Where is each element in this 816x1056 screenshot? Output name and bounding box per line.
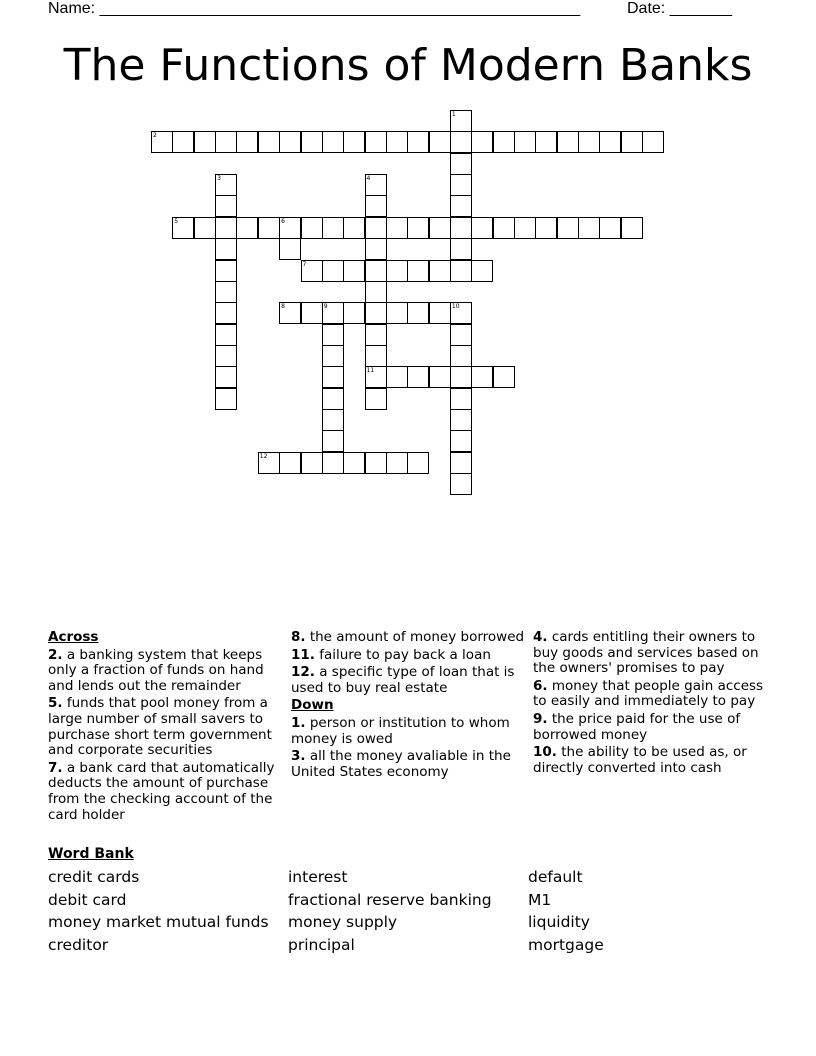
grid-cell[interactable] (215, 388, 237, 410)
grid-cell[interactable] (365, 281, 387, 303)
grid-cell[interactable] (236, 217, 258, 239)
grid-cell[interactable] (407, 366, 429, 388)
word-bank-item: money market mutual funds (48, 913, 269, 931)
grid-cell[interactable] (621, 131, 643, 153)
clue-across-2: 2. a banking system that keeps only a fraction of funds on hand and lends out the remainder (48, 646, 264, 694)
grid-cell[interactable] (429, 302, 451, 324)
grid-cell[interactable] (365, 324, 387, 346)
grid-cell[interactable] (386, 217, 408, 239)
word-bank-item: principal (288, 936, 355, 954)
grid-cell[interactable] (557, 131, 579, 153)
grid-cell[interactable] (450, 131, 472, 153)
grid-cell[interactable] (365, 238, 387, 260)
grid-cell[interactable] (215, 217, 237, 239)
grid-cell[interactable] (343, 260, 365, 282)
grid-cell[interactable] (471, 217, 493, 239)
grid-cell[interactable] (258, 217, 280, 239)
grid-cell[interactable] (429, 131, 451, 153)
grid-cell[interactable] (365, 302, 387, 324)
grid-cell[interactable] (343, 452, 365, 474)
clues-column-2 (291, 630, 527, 782)
clue-number: 7 (302, 260, 307, 268)
grid-cell[interactable] (450, 409, 472, 431)
grid-cell[interactable] (279, 131, 301, 153)
word-bank-item: liquidity (528, 913, 590, 931)
grid-cell[interactable] (322, 217, 344, 239)
grid-cell[interactable] (258, 452, 280, 474)
grid-cell[interactable] (407, 452, 429, 474)
grid-cell[interactable] (365, 260, 387, 282)
grid-cell[interactable] (322, 388, 344, 410)
grid-cell[interactable] (215, 281, 237, 303)
clues-column-3 (533, 630, 769, 778)
grid-cell[interactable] (322, 430, 344, 452)
grid-cell[interactable] (642, 131, 664, 153)
grid-cell[interactable] (365, 345, 387, 367)
grid-cell[interactable] (429, 217, 451, 239)
across-heading: Across (48, 629, 99, 645)
clue-number: 10 (451, 303, 460, 311)
grid-cell[interactable] (535, 217, 557, 239)
grid-cell[interactable] (365, 195, 387, 217)
grid-cell[interactable] (322, 302, 344, 324)
grid-cell[interactable] (407, 260, 429, 282)
clue-across-5: 5. funds that pool money from a large number of small savers to purchase short term government and corporate securities (48, 695, 272, 759)
grid-cell[interactable] (450, 260, 472, 282)
word-bank-item: default (528, 868, 583, 886)
grid-cell[interactable] (215, 324, 237, 346)
grid-cell[interactable] (578, 131, 600, 153)
grid-cell[interactable] (322, 345, 344, 367)
grid-cell[interactable] (215, 195, 237, 217)
grid-cell[interactable] (215, 174, 237, 196)
grid-cell[interactable] (450, 366, 472, 388)
clue-number: 12 (259, 452, 268, 460)
word-bank-item: mortgage (528, 936, 604, 954)
clue-number: 1 (451, 111, 456, 118)
clue-number: 11 (366, 367, 375, 375)
grid-cell[interactable] (407, 131, 429, 153)
grid-cell[interactable] (322, 366, 344, 388)
grid-cell[interactable] (429, 366, 451, 388)
clue-across-7: 7. a bank card that automatically deducts the amount of purchase from the checking account of the card holder (48, 759, 275, 823)
grid-cell[interactable] (172, 131, 194, 153)
grid-cell[interactable] (535, 131, 557, 153)
grid-cell[interactable] (172, 217, 194, 239)
clue-number: 3 (217, 175, 221, 183)
grid-cell[interactable] (194, 217, 216, 239)
grid-cell[interactable] (301, 302, 323, 324)
grid-cell[interactable] (194, 131, 216, 153)
word-bank-item: money supply (288, 913, 398, 931)
grid-cell[interactable] (493, 131, 515, 153)
grid-cell[interactable] (450, 345, 472, 367)
grid-cell[interactable] (386, 366, 408, 388)
grid-cell[interactable] (450, 430, 472, 452)
grid-cell[interactable] (279, 217, 301, 239)
clue-number: 6 (281, 217, 285, 225)
word-bank-item: fractional reserve banking (288, 891, 492, 909)
clue-number: 2 (153, 132, 157, 140)
grid-cell[interactable] (301, 217, 323, 239)
grid-cell[interactable] (365, 217, 387, 239)
clue-down-10: 10. the ability to be used as, or directly converted into cash (533, 744, 747, 776)
grid-cell[interactable] (301, 131, 323, 153)
grid-cell[interactable] (599, 131, 621, 153)
clue-across-11: 11. failure to pay back a loan (291, 646, 491, 663)
word-bank-item: creditor (48, 936, 109, 954)
grid-cell[interactable] (322, 260, 344, 282)
grid-cell[interactable] (493, 366, 515, 388)
grid-cell[interactable] (471, 260, 493, 282)
grid-cell[interactable] (407, 217, 429, 239)
grid-cell[interactable] (365, 452, 387, 474)
grid-cell[interactable] (450, 153, 472, 175)
grid-cell[interactable] (215, 302, 237, 324)
grid-cell[interactable] (301, 452, 323, 474)
clue-across-8: 8. the amount of money borrowed (291, 629, 525, 645)
clues-column-1 (48, 630, 284, 825)
word-bank-item: M1 (528, 891, 552, 909)
grid-cell[interactable] (215, 345, 237, 367)
grid-cell[interactable] (365, 366, 387, 388)
grid-cell[interactable] (301, 260, 323, 282)
grid-cell[interactable] (215, 260, 237, 282)
grid-cell[interactable] (386, 260, 408, 282)
grid-cell[interactable] (599, 217, 621, 239)
grid-cell[interactable] (365, 131, 387, 153)
grid-cell[interactable] (215, 131, 237, 153)
grid-cell[interactable] (343, 302, 365, 324)
clue-down-4: 4. cards entitling their owners to buy goods and services based on the owners' promises to pay (533, 629, 759, 677)
grid-cell[interactable] (215, 366, 237, 388)
clue-number: 5 (174, 217, 179, 225)
grid-cell[interactable] (365, 174, 387, 196)
word-bank-title: Word Bank (48, 846, 134, 862)
grid-cell[interactable] (450, 238, 472, 260)
grid-cell[interactable] (236, 131, 258, 153)
word-bank-item: interest (288, 868, 348, 886)
grid-cell[interactable] (429, 260, 451, 282)
word-bank-item: debit card (48, 891, 127, 909)
grid-cell[interactable] (279, 238, 301, 260)
page-title: The Functions of Modern Banks (63, 40, 753, 91)
grid-cell[interactable] (365, 388, 387, 410)
grid-cell[interactable] (407, 302, 429, 324)
grid-cell[interactable] (343, 131, 365, 153)
clue-down-3: 3. all the money avaliable in the United States economy (291, 748, 511, 780)
grid-cell[interactable] (215, 238, 237, 260)
word-bank-item: credit cards (48, 868, 140, 886)
clue-across-12: 12. a specific type of loan that is used to buy real estate (291, 664, 515, 696)
grid-cell[interactable] (322, 409, 344, 431)
grid-cell[interactable] (450, 110, 472, 132)
clue-number: 9 (323, 303, 328, 311)
grid-cell[interactable] (450, 388, 472, 410)
grid-cell[interactable] (621, 217, 643, 239)
grid-cell[interactable] (322, 324, 344, 346)
crossword-grid (0, 0, 816, 520)
grid-cell[interactable] (386, 452, 408, 474)
grid-cell[interactable] (450, 324, 472, 346)
grid-cell[interactable] (450, 217, 472, 239)
clue-down-6: 6. money that people gain access to easily and immediately to pay (533, 677, 764, 710)
grid-cell[interactable] (279, 452, 301, 474)
grid-cell[interactable] (493, 217, 515, 239)
grid-cell[interactable] (578, 217, 600, 239)
grid-cell[interactable] (450, 174, 472, 196)
grid-cell[interactable] (450, 195, 472, 217)
clue-down-1: 1. person or institution to whom money is owed (291, 714, 510, 747)
grid-cell[interactable] (514, 217, 536, 239)
grid-cell[interactable] (151, 131, 173, 153)
grid-cell[interactable] (514, 131, 536, 153)
grid-cell[interactable] (471, 131, 493, 153)
grid-cell[interactable] (450, 452, 472, 474)
grid-cell[interactable] (322, 452, 344, 474)
grid-cell[interactable] (386, 131, 408, 153)
name-field[interactable]: Name: ______________________________________________________ (48, 0, 581, 17)
date-field[interactable]: Date: _______ (627, 0, 732, 17)
grid-cell[interactable] (279, 302, 301, 324)
grid-cell[interactable] (386, 302, 408, 324)
clue-number: 4 (366, 175, 371, 183)
grid-cell[interactable] (258, 131, 280, 153)
grid-cell[interactable] (322, 131, 344, 153)
grid-cell[interactable] (471, 366, 493, 388)
clue-number: 8 (281, 303, 285, 311)
down-heading: Down (291, 697, 334, 714)
grid-cell[interactable] (343, 217, 365, 239)
grid-cell[interactable] (557, 217, 579, 239)
grid-cell[interactable] (450, 473, 472, 495)
clue-down-9: 9. the price paid for the use of borrowed money (533, 710, 741, 743)
grid-cell[interactable] (450, 302, 472, 324)
